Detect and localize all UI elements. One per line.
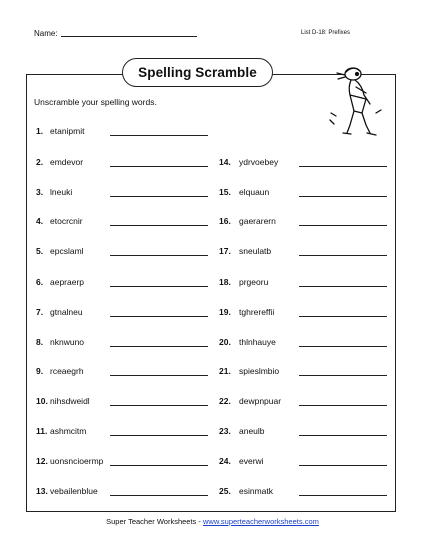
scrambled-word: emdevor	[50, 157, 84, 167]
word-number: 12.	[36, 456, 48, 466]
scrambled-word: aepraerp	[50, 277, 85, 287]
scrambled-word: nihsdweidl	[50, 396, 90, 406]
scrambled-word: esinmatk	[239, 486, 274, 496]
answer-line[interactable]	[110, 316, 208, 317]
scrambled-word: thlnhauye	[239, 337, 276, 347]
answer-line[interactable]	[299, 465, 387, 466]
scrambled-word: rceaegrh	[50, 366, 84, 376]
word-number: 15.	[219, 187, 231, 197]
answer-line[interactable]	[299, 166, 387, 167]
instructions: Unscramble your spelling words.	[34, 97, 157, 107]
answer-line[interactable]	[299, 286, 387, 287]
scrambled-word: etocrcnir	[50, 216, 83, 226]
scrambled-word: aneulb	[239, 426, 265, 436]
word-number: 10.	[36, 396, 48, 406]
word-number: 8.	[36, 337, 44, 347]
scrambled-word: ashmcitm	[50, 426, 87, 436]
answer-line[interactable]	[299, 225, 387, 226]
scrambled-word: etanipmit	[50, 126, 85, 136]
scrambled-word: tghrereffii	[239, 307, 275, 317]
scrambled-word: lneuki	[50, 187, 73, 197]
scrambled-word: uonsncioermp	[50, 456, 104, 466]
word-number: 13.	[36, 486, 48, 496]
answer-line[interactable]	[110, 495, 208, 496]
word-number: 16.	[219, 216, 231, 226]
word-number: 4.	[36, 216, 44, 226]
answer-line[interactable]	[299, 316, 387, 317]
word-number: 9.	[36, 366, 44, 376]
word-number: 11.	[36, 426, 48, 436]
word-number: 2.	[36, 157, 44, 167]
header-name	[34, 29, 197, 38]
word-number: 1.	[36, 126, 44, 136]
answer-line[interactable]	[299, 196, 387, 197]
scrambled-word: everwi	[239, 456, 264, 466]
scrambled-word: spieslmbio	[239, 366, 280, 376]
answer-line[interactable]	[110, 465, 208, 466]
answer-line[interactable]	[110, 225, 208, 226]
footer-link[interactable]: www.superteacherworksheets.com	[202, 517, 319, 526]
worksheet-title: Spelling Scramble	[138, 65, 257, 80]
answer-line[interactable]	[110, 255, 208, 256]
word-number: 6.	[36, 277, 44, 287]
scrambled-word: dewpnpuar	[239, 396, 282, 406]
word-number: 7.	[36, 307, 44, 317]
word-number: 21.	[219, 366, 231, 376]
word-number: 23.	[219, 426, 231, 436]
answer-line[interactable]	[110, 166, 208, 167]
answer-line[interactable]	[299, 405, 387, 406]
answer-line[interactable]	[299, 435, 387, 436]
scrambled-word: ydrvoebey	[239, 157, 279, 167]
scrambled-word: gaerarern	[239, 216, 276, 226]
name-label: Name:	[34, 29, 58, 38]
answer-line[interactable]	[110, 435, 208, 436]
title-banner	[122, 58, 273, 87]
scrambled-word: vebailenblue	[50, 486, 98, 496]
scrambled-word: nknwuno	[50, 337, 85, 347]
answer-line[interactable]	[299, 375, 387, 376]
word-number: 14.	[219, 157, 231, 167]
footer-text: Super Teacher Worksheets -	[106, 517, 203, 526]
answer-line[interactable]	[110, 135, 208, 136]
word-number: 17.	[219, 246, 231, 256]
footer	[0, 517, 425, 526]
answer-line[interactable]	[299, 346, 387, 347]
mascot-illustration	[326, 63, 384, 141]
answer-line[interactable]	[110, 286, 208, 287]
name-line[interactable]	[61, 36, 197, 37]
answer-line[interactable]	[110, 346, 208, 347]
answer-line[interactable]	[299, 255, 387, 256]
list-label: List D-18: Prefixes	[301, 30, 351, 36]
scrambled-word: sneulatb	[239, 246, 272, 256]
word-number: 5.	[36, 246, 44, 256]
word-number: 24.	[219, 456, 231, 466]
word-number: 19.	[219, 307, 231, 317]
word-number: 3.	[36, 187, 44, 197]
answer-line[interactable]	[299, 495, 387, 496]
word-number: 18.	[219, 277, 231, 287]
scrambled-word: gtnalneu	[50, 307, 83, 317]
scrambled-word: elquaun	[239, 187, 270, 197]
word-number: 20.	[219, 337, 231, 347]
word-number: 25.	[219, 486, 231, 496]
scrambled-word: epcslaml	[50, 246, 84, 256]
scrambled-word: prgeoru	[239, 277, 269, 287]
answer-line[interactable]	[110, 196, 208, 197]
answer-line[interactable]	[110, 405, 208, 406]
answer-line[interactable]	[110, 375, 208, 376]
word-number: 22.	[219, 396, 231, 406]
